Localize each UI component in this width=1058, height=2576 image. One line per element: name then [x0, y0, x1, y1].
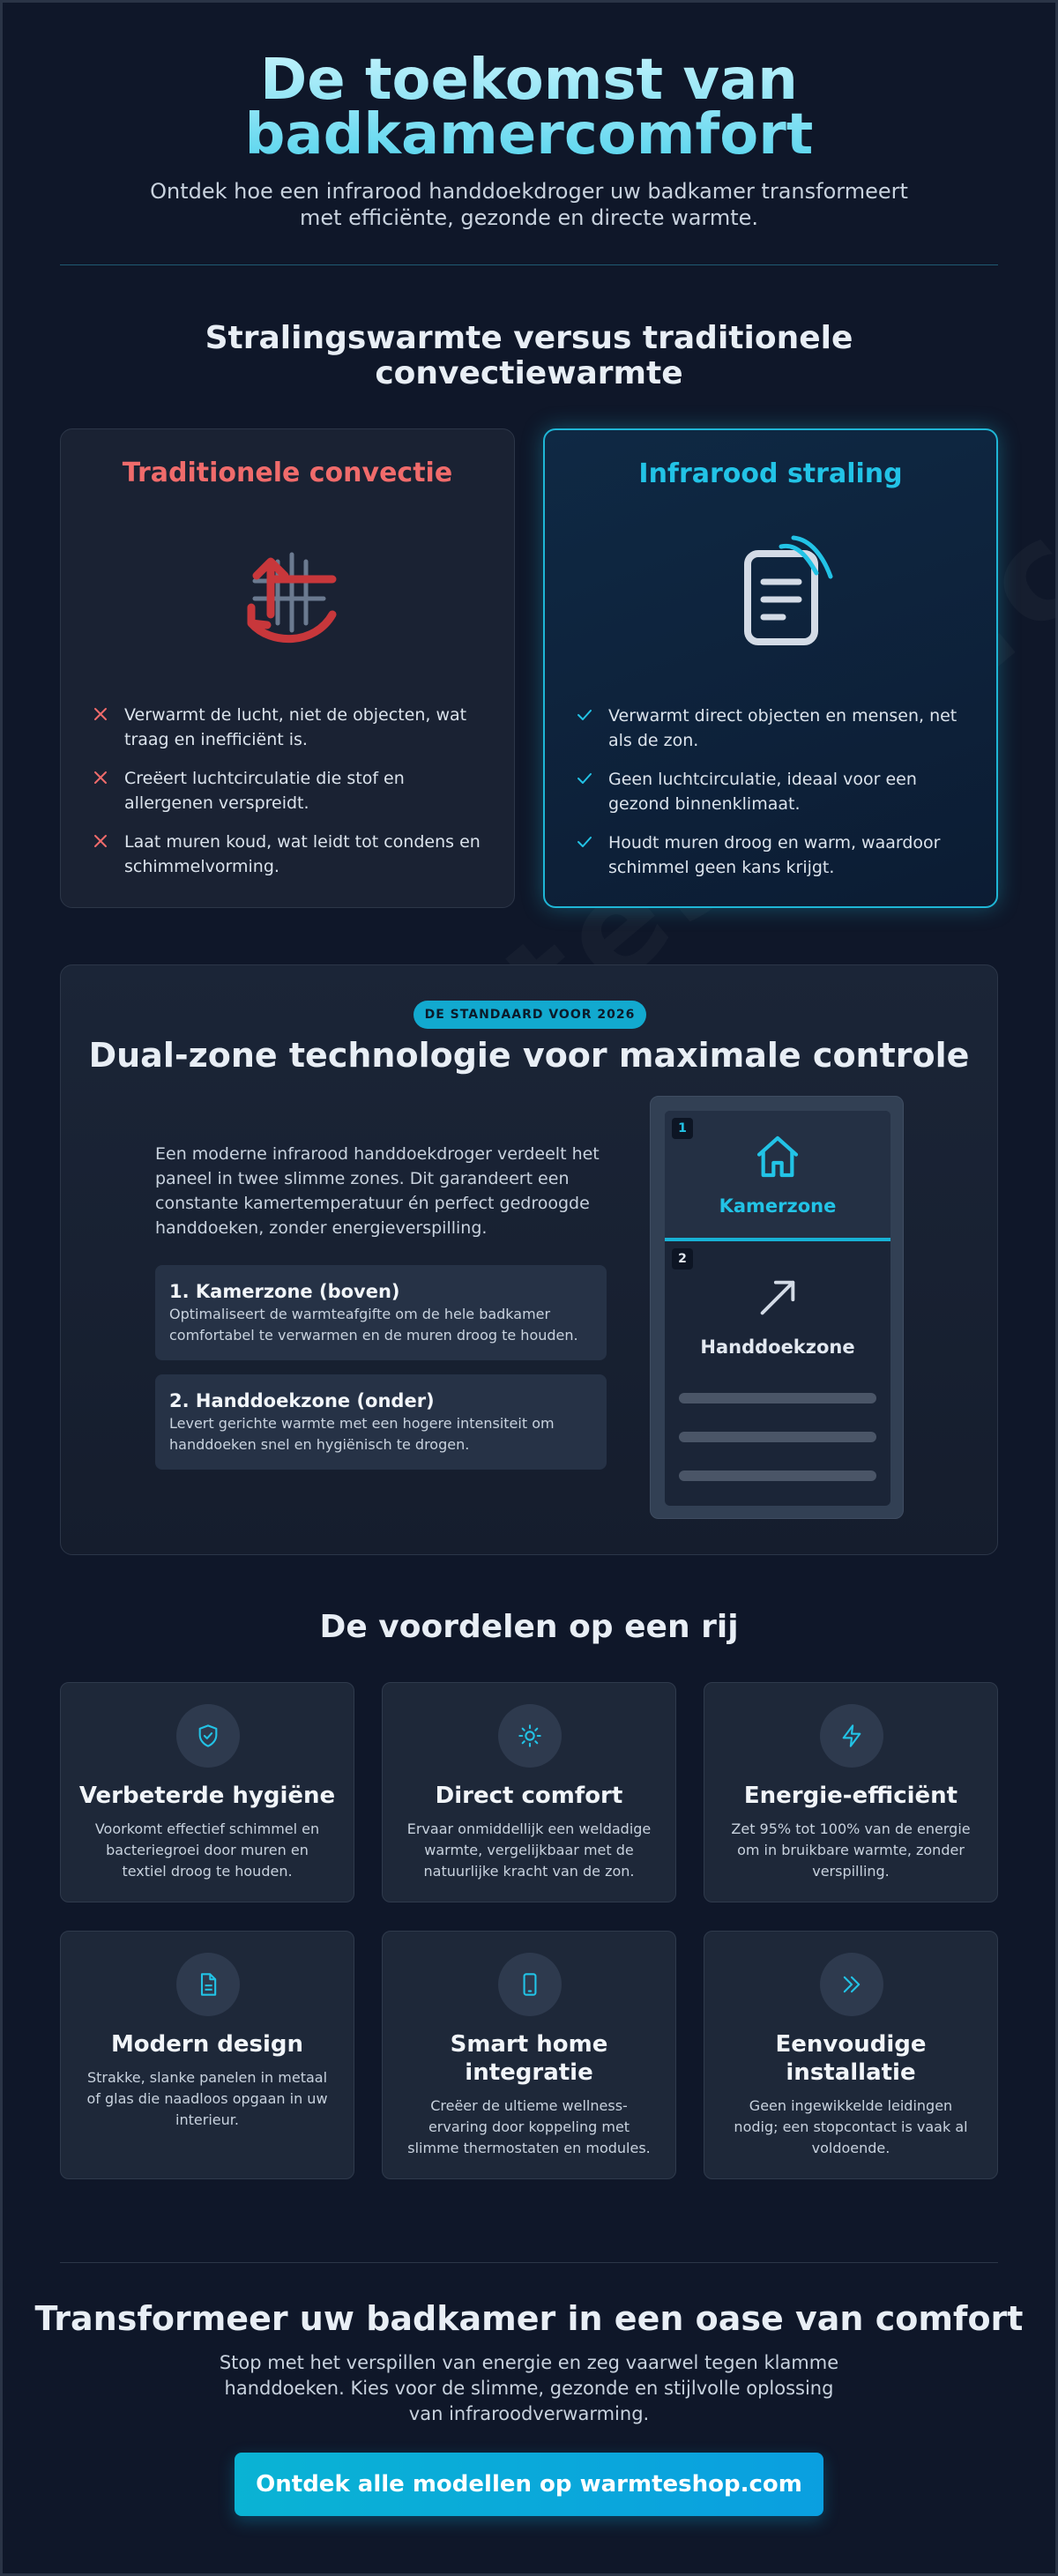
- hero-divider: [60, 264, 998, 265]
- comparison-title: Stralingswarmte versus traditionele convectiewarmte: [205, 320, 853, 391]
- benefit-card-installation: [704, 1931, 998, 2179]
- benefit-card-hygiene: [60, 1682, 354, 1902]
- cta-divider: [60, 2262, 998, 2263]
- benefits-title: De voordelen op een rij: [319, 1609, 739, 1645]
- benefit-title: Direct comfort: [435, 1783, 623, 1809]
- benefit-icon-wrap: [820, 1953, 883, 2016]
- dual-zone-title: Dual-zone technologie voor maximale controle: [88, 1036, 970, 1075]
- dual-zone-section: [60, 964, 998, 1555]
- smartphone-icon: [518, 1972, 542, 1997]
- infrared-feature-text: Houdt muren droog en warm, waardoor schimmel geen kans krijgt.: [608, 833, 941, 877]
- benefit-card-comfort: [382, 1682, 676, 1902]
- standard-2026-badge: DE STANDAARD VOOR 2026: [414, 1001, 646, 1029]
- benefit-card-smart-home: [382, 1931, 676, 2179]
- benefit-text: Geen ingewikkelde leidingen nodig; een stopcontact is vaak al voldoende.: [734, 2097, 968, 2156]
- traditional-card-title: Traditionele convectie: [122, 458, 453, 488]
- cross-icon: [91, 831, 110, 851]
- traditional-feature-text: Laat muren koud, wat leidt tot condens en schimmelvorming.: [124, 832, 481, 876]
- benefit-card-design: [60, 1931, 354, 2179]
- infrared-feature-3: [575, 830, 970, 880]
- traditional-feature-1: [91, 703, 488, 752]
- hero-title: [0, 48, 1058, 168]
- benefit-icon-wrap: [498, 1953, 562, 2016]
- infrared-feature-2: [575, 767, 970, 816]
- trend-arrow-icon: [755, 1275, 801, 1321]
- zone-divider: [665, 1238, 890, 1241]
- sun-icon: [518, 1724, 542, 1748]
- double-chevron-icon: [839, 1972, 864, 1997]
- check-icon: [575, 769, 594, 788]
- benefit-card-efficiency: [704, 1682, 998, 1902]
- zone1-number-badge: 1: [672, 1118, 693, 1139]
- cta-title: Transformeer uw badkamer in een oase van comfort: [34, 2299, 1024, 2338]
- cross-icon: [91, 768, 110, 787]
- zone-info-towel: [155, 1374, 607, 1470]
- traditional-convection-card: [60, 428, 515, 908]
- shield-check-icon: [196, 1724, 220, 1748]
- shop-models-button[interactable]: Ontdek alle modellen op warmteshop.com: [235, 2453, 823, 2516]
- hero-title-line1: De toekomst van: [260, 48, 798, 113]
- zone-info-text: Levert gerichte warmte met een hogere intensiteit om handdoeken snel en hygiënisch te drogen.: [169, 1415, 555, 1453]
- radiator-waves-icon: [684, 527, 861, 659]
- cross-icon: [91, 704, 110, 724]
- lightning-icon: [839, 1724, 864, 1748]
- check-icon: [575, 832, 594, 852]
- benefit-text: Voorkomt effectief schimmel en bacteriegroei door muren en textiel droog te houden.: [94, 1820, 320, 1880]
- heating-bar: [679, 1470, 876, 1481]
- zone1-label: Kamerzone: [719, 1195, 837, 1217]
- heating-bar: [679, 1432, 876, 1442]
- infrared-feature-1: [575, 704, 970, 753]
- benefit-title: Verbeterde hygiëne: [78, 1783, 336, 1809]
- towel-dryer-illustration: [650, 1096, 904, 1519]
- house-icon: [753, 1132, 802, 1181]
- zone-info-title: 1. Kamerzone (boven): [169, 1281, 400, 1302]
- benefit-text: Zet 95% tot 100% van de energie om in bruikbare warmte, zonder verspilling.: [731, 1820, 971, 1880]
- device-panel: [665, 1111, 890, 1506]
- zone-info-room: [155, 1265, 607, 1360]
- zone2-label: Handdoekzone: [700, 1336, 855, 1358]
- infrared-card-title: Infrarood straling: [638, 458, 903, 489]
- zone-info-title: 2. Handdoekzone (onder): [169, 1390, 435, 1411]
- zone2-number-badge: 2: [672, 1248, 693, 1269]
- hero-title-line2: badkamercomfort: [244, 102, 814, 168]
- benefit-text: Creëer de ultieme wellness-ervaring door koppeling met slimme thermostaten en modules.: [407, 2097, 651, 2156]
- benefit-title: Smart home integratie: [450, 2031, 608, 2086]
- traditional-feature-text: Creëert luchtcirculatie die stof en allergenen verspreidt.: [124, 769, 405, 813]
- benefit-icon-wrap: [498, 1704, 562, 1768]
- benefit-icon-wrap: [176, 1953, 240, 2016]
- benefit-text: Strakke, slanke panelen in metaal of glas die naadloos opgaan in uw interieur.: [86, 2069, 328, 2128]
- benefit-title: Energie-efficiënt: [743, 1783, 958, 1809]
- heating-bar: [679, 1393, 876, 1403]
- traditional-feature-3: [91, 830, 488, 879]
- infrared-feature-text: Verwarmt direct objecten en mensen, net als de zon.: [608, 706, 957, 750]
- traditional-feature-2: [91, 766, 488, 815]
- traditional-feature-text: Verwarmt de lucht, niet de objecten, wat traag en inefficiënt is.: [124, 705, 467, 749]
- cta-text: Stop met het verspillen van energie en zeg vaarwel tegen klamme handdoeken. Kies voor de slimme, gezonde en stijlvolle oplossing van infraroodverwarming.: [219, 2352, 839, 2424]
- zone-info-text: Optimaliseert de warmteafgifte om de hele badkamer comfortabel te verwarmen en de muren droog te houden.: [169, 1306, 578, 1344]
- document-icon: [196, 1972, 220, 1997]
- hero-subtitle: Ontdek hoe een infrarood handdoekdroger uw badkamer transformeert met efficiënte, gezonde en directe warmte.: [150, 179, 908, 230]
- check-icon: [575, 705, 594, 725]
- benefit-title: Eenvoudige installatie: [775, 2031, 927, 2086]
- convection-arrows-icon: [200, 526, 376, 659]
- benefit-title: Modern design: [110, 2031, 304, 2058]
- infrared-radiation-card: [543, 428, 998, 908]
- benefit-icon-wrap: [820, 1704, 883, 1768]
- infrared-feature-text: Geen luchtcirculatie, ideaal voor een gezond binnenklimaat.: [608, 770, 917, 814]
- benefit-icon-wrap: [176, 1704, 240, 1768]
- benefit-text: Ervaar onmiddellijk een weldadige warmte, vergelijkbaar met de natuurlijke kracht van de zon.: [406, 1820, 652, 1880]
- dual-zone-body: Een moderne infrarood handdoekdroger verdeelt het paneel in twee slimme zones. Dit garandeert een constante kamertemperatuur én perfect gedroogde handdoeken, zonder energieverspilling.: [155, 1144, 600, 1238]
